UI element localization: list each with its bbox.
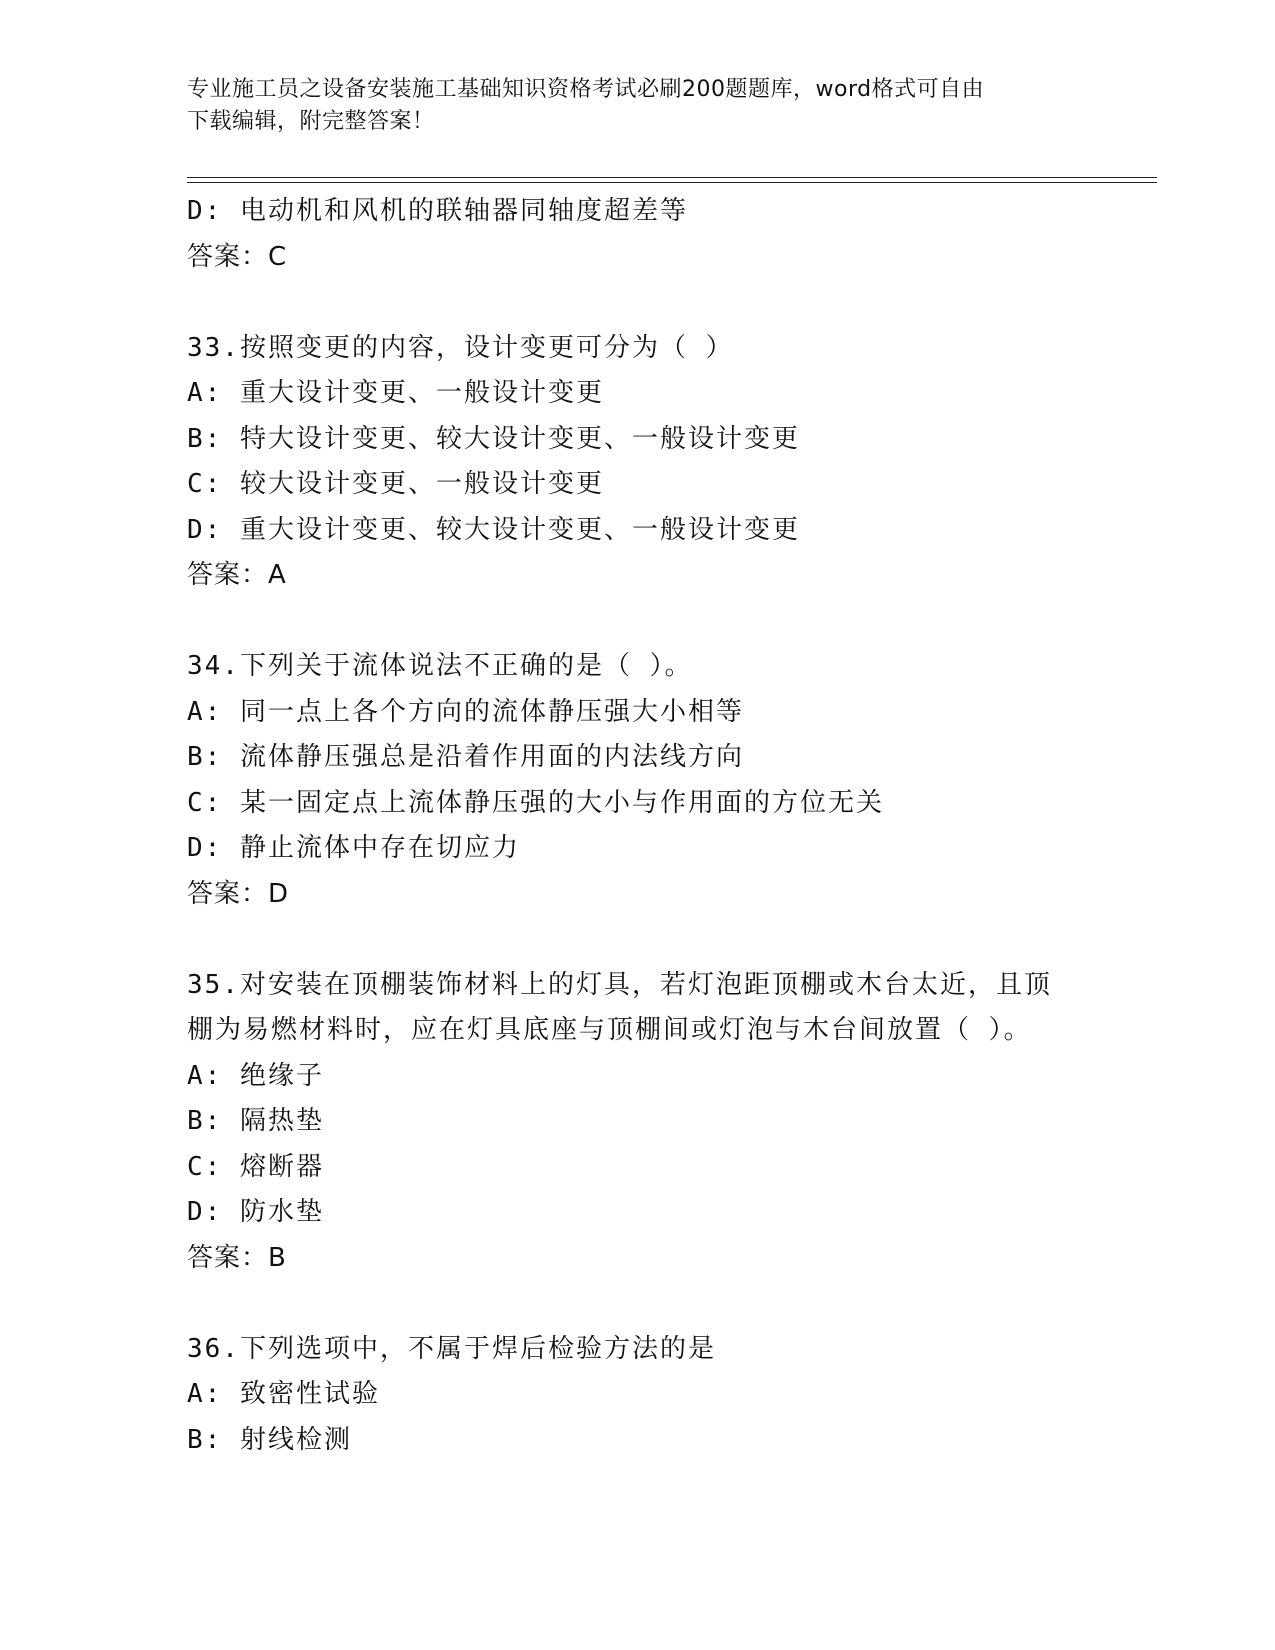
option-c: C: 较大设计变更、一般设计变更 bbox=[187, 469, 604, 499]
question-list bbox=[187, 189, 1147, 1463]
question-34 bbox=[187, 644, 1147, 917]
header-line-1: 专业施工员之设备安装施工基础知识资格考试必刷200题题库，word格式可自由 bbox=[187, 77, 985, 102]
answer: 答案：D bbox=[187, 878, 290, 909]
option-b: B: 流体静压强总是沿着作用面的内法线方向 bbox=[187, 742, 744, 772]
question-33 bbox=[187, 326, 1147, 599]
question-35 bbox=[187, 963, 1147, 1282]
option-d-prev-question: D: 电动机和风机的联轴器同轴度超差等 bbox=[187, 196, 688, 226]
question-stem: 36.下列选项中，不属于焊后检验方法的是 bbox=[187, 1333, 716, 1364]
question-stem: 34.下列关于流体说法不正确的是（ ）。 bbox=[187, 651, 693, 681]
option-a: A: 致密性试验 bbox=[187, 1379, 380, 1409]
header-divider-bottom bbox=[187, 182, 1157, 183]
option-a: A: 同一点上各个方向的流体静压强大小相等 bbox=[187, 696, 744, 727]
question-36 bbox=[187, 1327, 1147, 1464]
spacer bbox=[187, 599, 1147, 645]
header-line-2: 下载编辑，附完整答案！ bbox=[187, 109, 435, 134]
option-d: D: 静止流体中存在切应力 bbox=[187, 833, 520, 863]
option-b: B: 特大设计变更、较大设计变更、一般设计变更 bbox=[187, 423, 800, 454]
option-d: D: 重大设计变更、较大设计变更、一般设计变更 bbox=[187, 514, 800, 545]
option-b: B: 射线检测 bbox=[187, 1424, 352, 1455]
spacer bbox=[187, 917, 1147, 963]
option-b: B: 隔热垫 bbox=[187, 1106, 324, 1136]
option-c: C: 熔断器 bbox=[187, 1151, 324, 1182]
document-header bbox=[187, 74, 1087, 138]
spacer bbox=[187, 1281, 1147, 1327]
question-stem: 33.按照变更的内容，设计变更可分为（ ） bbox=[187, 332, 734, 363]
option-a: A: 重大设计变更、一般设计变更 bbox=[187, 378, 604, 408]
answer: 答案：B bbox=[187, 1242, 287, 1273]
question-stem-line-1: 35.对安装在顶棚装饰材料上的灯具，若灯泡距顶棚或木台太近，且顶 bbox=[187, 969, 1052, 1000]
answer: 答案：A bbox=[187, 560, 287, 590]
answer-prev-question: 答案：C bbox=[187, 241, 288, 272]
option-c: C: 某一固定点上流体静压强的大小与作用面的方位无关 bbox=[187, 787, 884, 818]
question-stem-line-2: 棚为易燃材料时，应在灯具底座与顶棚间或灯泡与木台间放置（ ）。 bbox=[187, 1015, 1032, 1045]
option-d: D: 防水垫 bbox=[187, 1197, 324, 1227]
header-divider-top bbox=[187, 177, 1157, 178]
spacer bbox=[187, 280, 1147, 326]
option-a: A: 绝缘子 bbox=[187, 1060, 324, 1091]
